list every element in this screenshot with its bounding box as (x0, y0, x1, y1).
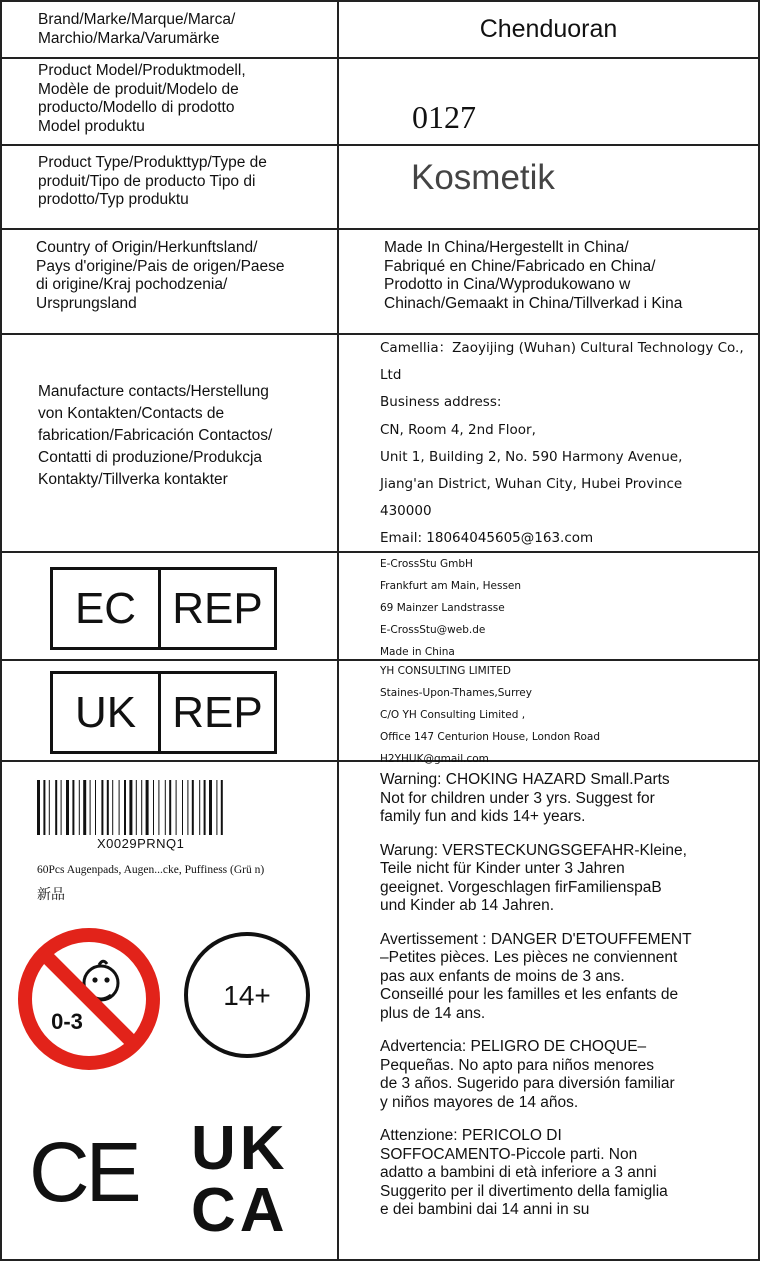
barcode-bar (146, 780, 149, 835)
barcode-bar (216, 780, 217, 835)
manufacture-line: Camellia：Zaoyijing (Wuhan) Cultural Technology Co., (380, 340, 744, 356)
warning-es: Advertencia: PELIGRO DE CHOQUE– Pequeñas. No apto para niños menores de 3 años. Sugerido para diversión familiar y niños mayores de 14 años. (380, 1038, 675, 1111)
barcode-bar (169, 780, 171, 835)
origin-label-cell (2, 230, 339, 333)
age-restriction-text: 0-3 (51, 1009, 83, 1034)
manufacture-contact-block (380, 335, 744, 553)
manufacture-line: 430000 (380, 503, 432, 520)
barcode-bar (204, 780, 206, 835)
type-label-cell (2, 146, 339, 228)
manufacture-line: Jiang'an District, Wuhan City, Hubei Province (380, 476, 683, 493)
brand-row (2, 2, 758, 59)
barcode-bar (66, 780, 69, 835)
ec-rep-right-text: REP (172, 583, 263, 633)
symbols-cell (2, 762, 339, 1259)
warnings-row (2, 762, 758, 1259)
origin-label: Country of Origin/Herkunftsland/ Pays d'origine/Pais de origen/Paese di origine/Kraj pochodzenia/ Ursprungsland (36, 239, 285, 312)
barcode-bar (129, 780, 132, 835)
uk-rep-info (380, 660, 600, 770)
ec-rep-line: 69 Mainzer Landstrasse (380, 602, 505, 614)
warning-it: Attenzione: PERICOLO DI SOFFOCAMENTO-Piccole parti. Non adatto a bambini di età inferiore a 3 anni Suggerito per il divertimento della famiglia e dei bambini dai 14 anni in su (380, 1127, 668, 1218)
barcode-bar (79, 780, 80, 835)
manufacture-line: Unit 1, Building 2, No. 590 Harmony Avenue, (380, 448, 683, 465)
barcode-bar (192, 780, 194, 835)
barcode-bar (112, 780, 113, 835)
brand-value-cell (339, 2, 758, 57)
age-14-plus-text: 14+ (223, 980, 271, 1011)
uk-rep-line: H2YHUK@gmail.com (380, 753, 489, 765)
barcode-bar (61, 780, 62, 835)
barcode-bar (72, 780, 74, 835)
barcode-bar (158, 780, 159, 835)
type-label: Product Type/Produkttyp/Type de produit/Tipo de producto Tipo di prodotto/Typ produktu (38, 154, 267, 208)
type-value-cell (339, 146, 758, 228)
barcode-bar (209, 780, 212, 835)
barcode-note: 新品 (37, 888, 65, 903)
uk-rep-line: C/O YH Consulting Limited , (380, 709, 526, 721)
ukca-mark (191, 1114, 289, 1245)
model-label: Product Model/Produktmodell, Modèle de produit/Modelo de producto/Modello di prodotto Model produktu (38, 62, 246, 135)
type-row (2, 146, 758, 230)
ec-rep-symbol (50, 567, 277, 650)
uk-rep-symbol (50, 671, 277, 754)
uk-rep-right-text: REP (172, 687, 263, 737)
barcode-bar (49, 780, 50, 835)
barcode-code: X0029PRNQ1 (97, 836, 185, 851)
ec-rep-info (380, 553, 521, 663)
model-row (2, 59, 758, 146)
manufacture-label: Manufacture contacts/Herstellung von Kontakten/Contacts de fabrication/Fabricación Contactos/ Contatti di produzione/Produkcja Kontakty/Tillverka kontakter (38, 383, 273, 488)
uk-rep-info-cell (339, 661, 758, 765)
manufacture-line: Ltd (380, 367, 402, 384)
barcode-bar (153, 780, 154, 835)
uk-rep-line: Staines-Upon-Thames,Surrey (380, 687, 532, 699)
ukca-mark-top: UK (191, 1114, 289, 1183)
origin-row (2, 230, 758, 335)
barcode-bar (101, 780, 103, 835)
brand-label: Brand/Marke/Marque/Marca/ Marchio/Marka/Varumärke (38, 11, 236, 47)
origin-value-cell (339, 230, 758, 333)
barcode-bar (83, 780, 86, 835)
barcode (37, 780, 285, 835)
barcode-bar (199, 780, 200, 835)
manufacture-line: Business address: (380, 394, 502, 411)
brand-label-cell (2, 2, 339, 57)
manufacture-line: Email: 18064045605@163.com (380, 530, 594, 547)
barcode-bar (119, 780, 120, 835)
barcode-bar (55, 780, 57, 835)
model-label-cell (2, 59, 339, 144)
barcode-bar (182, 780, 183, 835)
model-value: 0127 (412, 99, 476, 135)
ukca-mark-bottom: CA (191, 1176, 289, 1245)
barcode-bar (43, 780, 45, 835)
ec-rep-line: Made in China (380, 646, 455, 658)
ec-rep-info-cell (339, 553, 758, 659)
brand-value: Chenduoran (479, 15, 618, 43)
barcode-bar (141, 780, 142, 835)
barcode-bar (37, 780, 40, 835)
uk-rep-line: YH CONSULTING LIMITED (380, 665, 511, 677)
ec-rep-line: Frankfurt am Main, Hessen (380, 580, 522, 592)
barcode-bar (107, 780, 109, 835)
ec-rep-line: E-CrossStu GmbH (380, 558, 473, 570)
warning-en: Warning: CHOKING HAZARD Small.Parts Not for children under 3 yrs. Suggest for family fun and kids 14+ years. (380, 771, 670, 825)
model-value-cell (339, 59, 758, 144)
manufacture-line: CN, Room 4, 2nd Floor, (380, 421, 536, 438)
barcode-bar (165, 780, 166, 835)
warnings-block (380, 771, 692, 1235)
barcode-bar (95, 780, 96, 835)
ec-rep-row (2, 553, 758, 661)
barcode-bar (176, 780, 177, 835)
ce-mark: CE (29, 1125, 138, 1219)
barcode-bar (136, 780, 137, 835)
barcode-bar (124, 780, 126, 835)
manufacture-value-cell (339, 335, 758, 551)
type-value: Kosmetik (411, 158, 555, 197)
warning-de: Warung: VERSTECKUNGSGEFAHR-Kleine, Teile nicht für Kinder unter 3 Jahren geeignet. Vorgeschlagen firFamilienspaB und Kinder ab 14 Jahren. (380, 841, 687, 914)
barcode-desc: 60Pcs Augenpads, Augen...cke, Puffiness (Grü n) (37, 864, 265, 876)
barcode-bar (187, 780, 188, 835)
origin-value: Made In China/Hergestellt in China/ Fabriqué en Chine/Fabricado en China/ Prodotto in Cina/Wyprodukowano w Chinach/Gemaakt in China/Tillverkad i Kina (384, 239, 683, 312)
uk-rep-row (2, 661, 758, 765)
manufacture-row (2, 335, 758, 553)
uk-rep-symbol-cell (2, 661, 339, 760)
uk-rep-left-text: UK (53, 674, 161, 751)
ec-rep-line: E-CrossStu@web.de (380, 624, 486, 636)
ec-rep-left-text: EC (53, 570, 161, 647)
warning-fr: Avertissement : DANGER D'ETOUFFEMENT –Petites pièces. Les pièces ne conviennent pas aux enfants de moins de 3 ans. Conseillé pour les familles et les enfants de plus de 14 ans. (380, 930, 692, 1022)
uk-rep-line: Office 147 Centurion House, London Road (380, 731, 600, 743)
not-for-under-3-icon (15, 925, 163, 1073)
barcode-bar (221, 780, 223, 835)
age-14-plus-icon (180, 928, 314, 1062)
barcode-bar (90, 780, 91, 835)
manufacture-label-cell (2, 335, 339, 551)
ec-rep-symbol-cell (2, 553, 339, 659)
warnings-cell (339, 762, 758, 1259)
